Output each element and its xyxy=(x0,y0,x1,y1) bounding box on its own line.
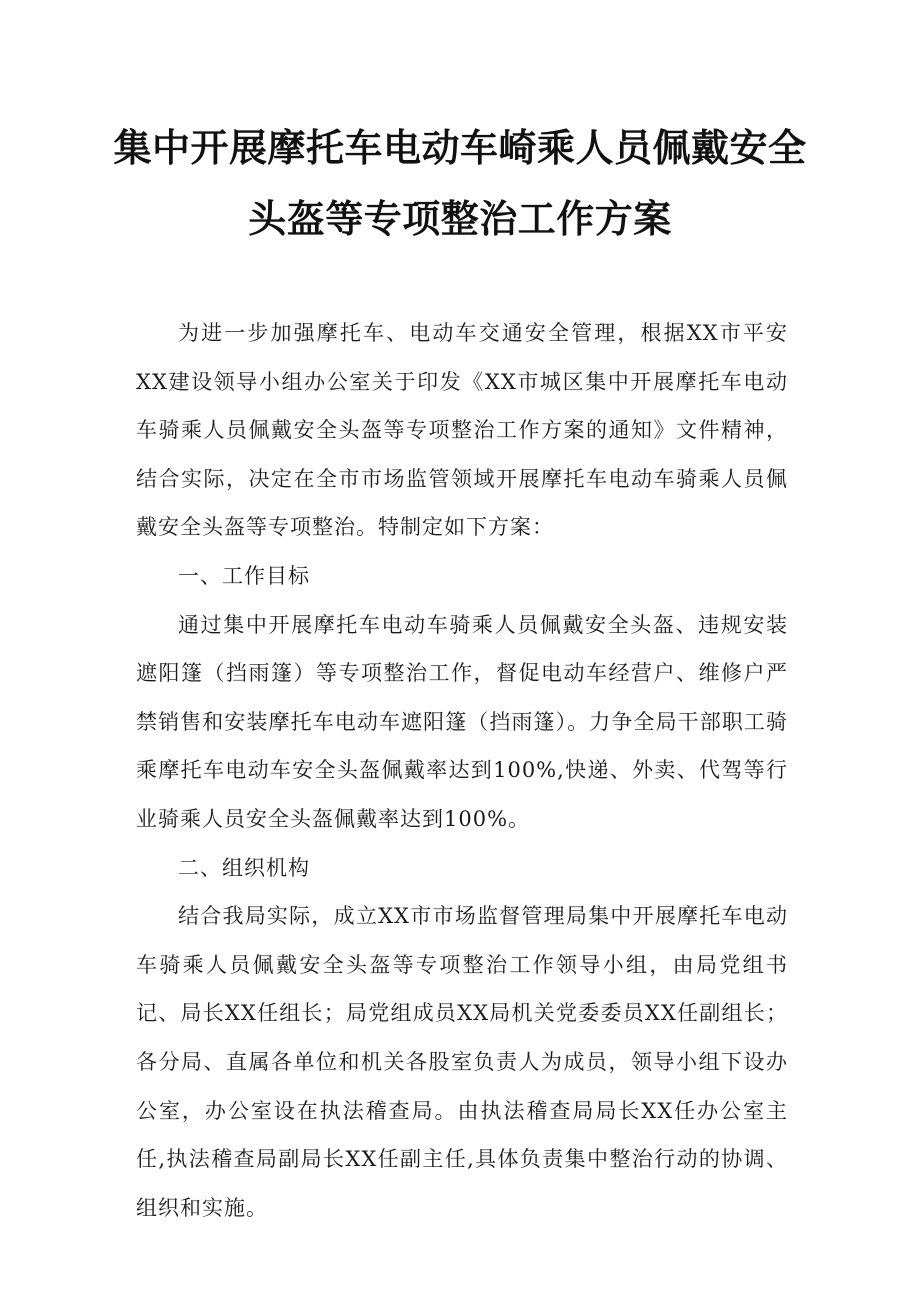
intro-paragraph: 为进一步加强摩托车、电动车交通安全管理，根据XX市平安XX建设领导小组办公室关于印发《XX市城区集中开展摩托车电动车骑乘人员佩戴安全头盔等专项整治工作方案的通知》文件精神，结合实际，决定在全市市场监管领域开展摩托车电动车骑乘人员佩戴安全头盔等专项整治。特制定如下方案： xyxy=(136,321,788,540)
section1-heading: 一、工作目标 xyxy=(178,563,310,588)
document-body xyxy=(136,309,788,1232)
section2-heading: 二、组织机构 xyxy=(178,855,310,880)
document-title-line1: 集中开展摩托车电动车崎乘人员佩戴安全 xyxy=(113,126,807,170)
section2-paragraph: 结合我局实际，成立XX市市场监督管理局集中开展摩托车电动车骑乘人员佩戴安全头盔等专项整治工作领导小组，由局党组书记、局长XX任组长；局党组成员XX局机关党委委员XX任副组长；各分局、直属各单位和机关各股室负责人为成员，领导小组下设办公室，办公室设在执法稽查局。由执法稽查局局长XX任办公室主任,执法稽查局副局长XX任副主任,具体负责集中整治行动的协调、组织和实施。 xyxy=(136,904,788,1220)
section1-paragraph: 通过集中开展摩托车电动车骑乘人员佩戴安全头盔、违规安装遮阳篷（挡雨篷）等专项整治工作，督促电动车经营户、维修户严禁销售和安装摩托车电动车遮阳篷（挡雨篷）。力争全局干部职工骑乘摩托车电动车安全头盔佩戴率达到100%,快递、外卖、代驾等行业骑乘人员安全头盔佩戴率达到100%。 xyxy=(136,612,788,831)
document-title-line2: 头盔等专项整治工作方案 xyxy=(248,197,672,241)
